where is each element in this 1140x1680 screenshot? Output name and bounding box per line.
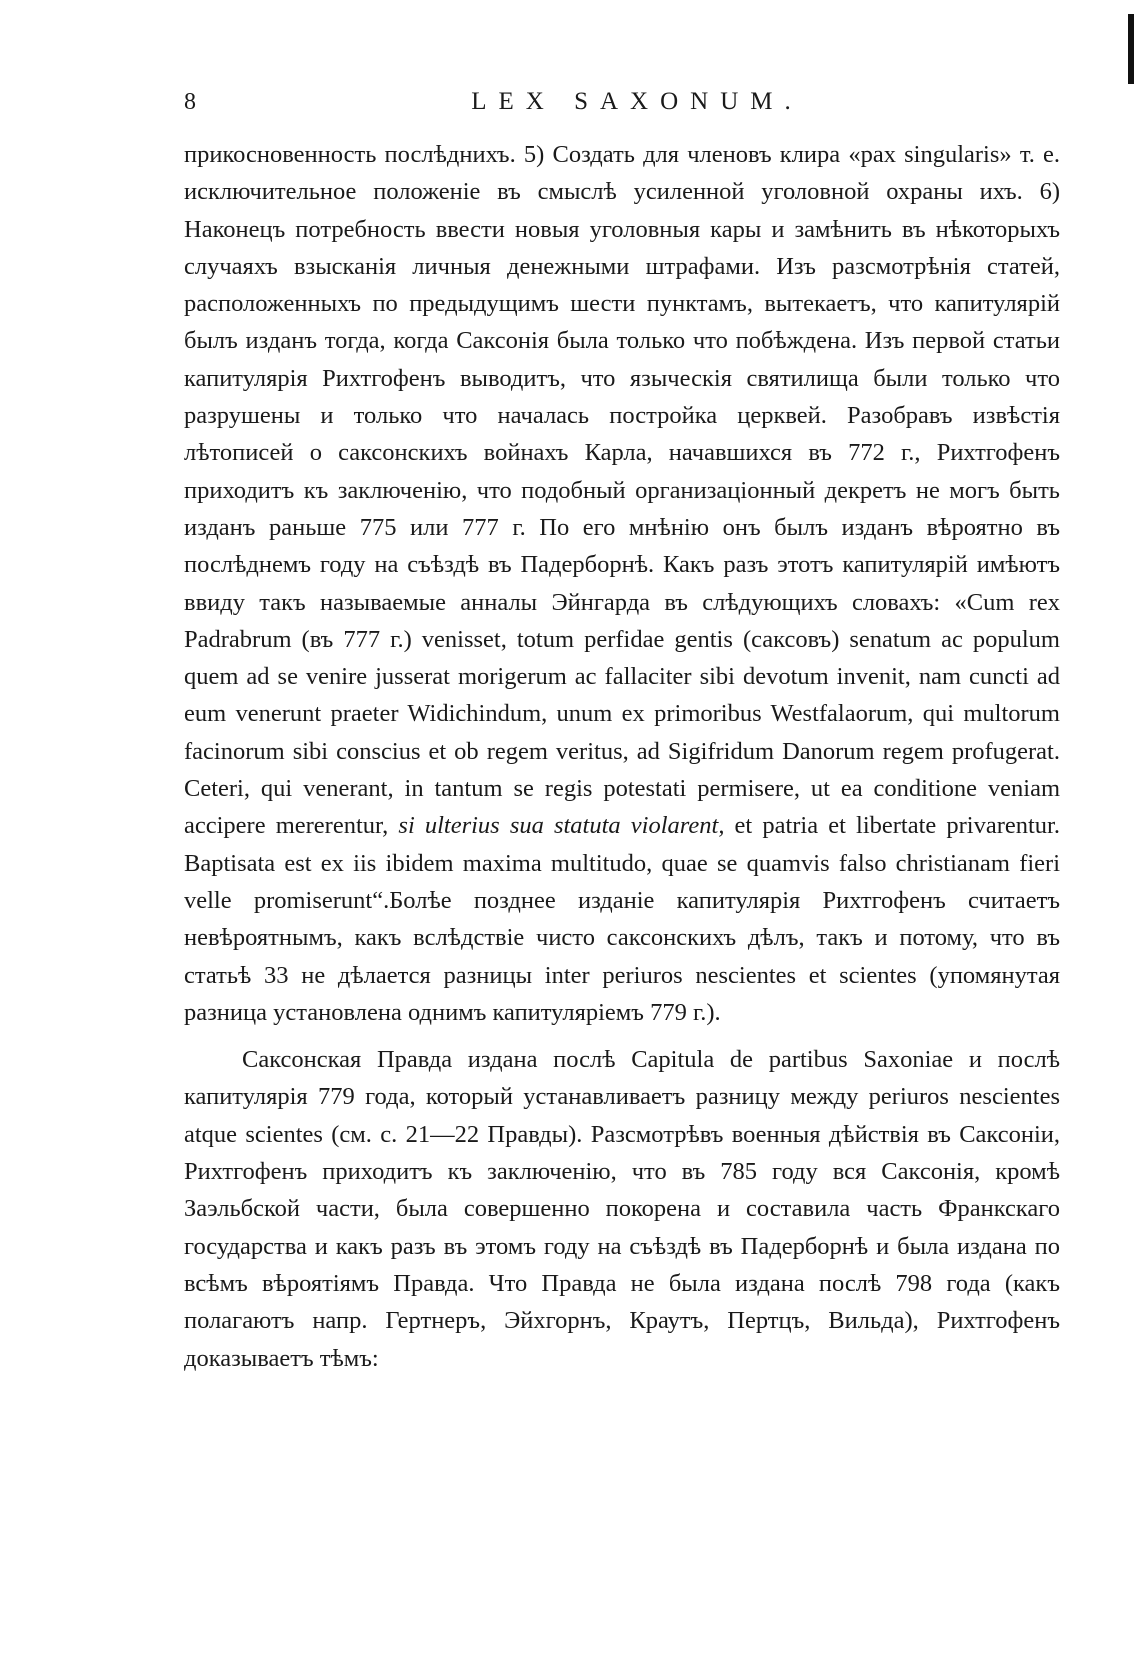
paragraph-1 <box>184 136 1060 1031</box>
body-text <box>184 136 1060 1377</box>
paragraph-1-italic-quote: si ulterius sua statuta violarent, <box>398 812 725 840</box>
page-number: 8 <box>184 89 196 115</box>
paragraph-2: Саксонская Правда издана послѣ Capitula de partibus Saxoniae и послѣ капитулярія 779 года, который устанавливаетъ разницу между periuros nescientes atque scientes (см. с. 21—22 Правды). Разсмотрѣвъ военныя дѣйствія въ Саксоніи, Рихтгофенъ приходитъ къ заключенію, что въ 785 году вся Саксонія, кромѣ Заэльбской части, была совершенно покорена и составила часть Франкскаго государства и какъ разъ въ этомъ году на съѣздѣ въ Падерборнѣ и была издана по всѣмъ вѣроятіямъ Правда. Что Правда не была издана послѣ 798 года (какъ полагаютъ напр. Гертнеръ, Эйхгорнъ, Краутъ, Пертцъ, Вильда), Рихтгофенъ доказываетъ тѣмъ: <box>184 1046 1060 1372</box>
paragraph-1-text-after: et patria et libertate privarentur. Baptisata est ex iis ibidem maxima multitudo, quae se quamvis falso christianam fieri velle promiserunt“.Болѣе позднее изданіе капитулярія Рихтгофенъ считаетъ невѣроятнымъ, какъ вслѣдствіе чисто саксонскихъ дѣлъ, такъ и потому, что въ статьѣ 33 не дѣлается разницы inter periuros nescientes et scientes (упомянутая разница установлена однимъ капитуляріемъ 779 г.). <box>184 812 1060 1026</box>
running-title: LEX SAXONUM. <box>471 88 803 115</box>
page-header <box>184 84 1060 120</box>
paragraph-1-text-before: прикосновенность послѣднихъ. 5) Создать для членовъ клира «pax singularis» т. е. исключительное положеніе въ смыслѣ усиленной уголовной охраны ихъ. 6) Наконецъ потребность ввести новыя уголовныя кары и замѣнить въ нѣкоторыхъ случаяхъ взысканія личныя денежными штрафами. Изъ разсмотрѣнія статей, расположенныхъ по предыдущимъ шести пунктамъ, вытекаетъ, что капитулярій былъ изданъ тогда, когда Саксонія была только что побѣждена. Изъ первой статьи капитулярія Рихтгофенъ выводитъ, что языческія святилища были только что разрушены и только что началась постройка церквей. Разобравъ извѣстія лѣтописей о саксонскихъ войнахъ Карла, начавшихся въ 772 г., Рихтгофенъ приходитъ къ заключенію, что подобный организаціонный декретъ не могъ быть изданъ раньше 775 или 777 г. По его мнѣнію онъ былъ изданъ вѣроятно въ послѣднемъ году на съѣздѣ въ Падерборнѣ. Какъ разъ этотъ капитулярій имѣютъ ввиду такъ называемые анналы Эйнгарда въ слѣдующихъ словахъ: «Cum rex Padrabrum (въ 777 г.) venisset, totum perfidae gentis (саксовъ) senatum ac populum quem ad se venire jusserat morigerum ac fallaciter sibi devotum invenit, nam cuncti ad eum venerunt praeter Widichindum, unum ex primoribus Westfalaorum, qui multorum facinorum sibi conscius et ob regem veritus, ad Sigifridum Danorum regem profugerat. Ceteri, qui venerant, in tantum se regis potestati permisere, ut ea conditione veniam accipere mererentur, <box>184 141 1060 840</box>
page-edge-mark <box>1128 14 1134 84</box>
